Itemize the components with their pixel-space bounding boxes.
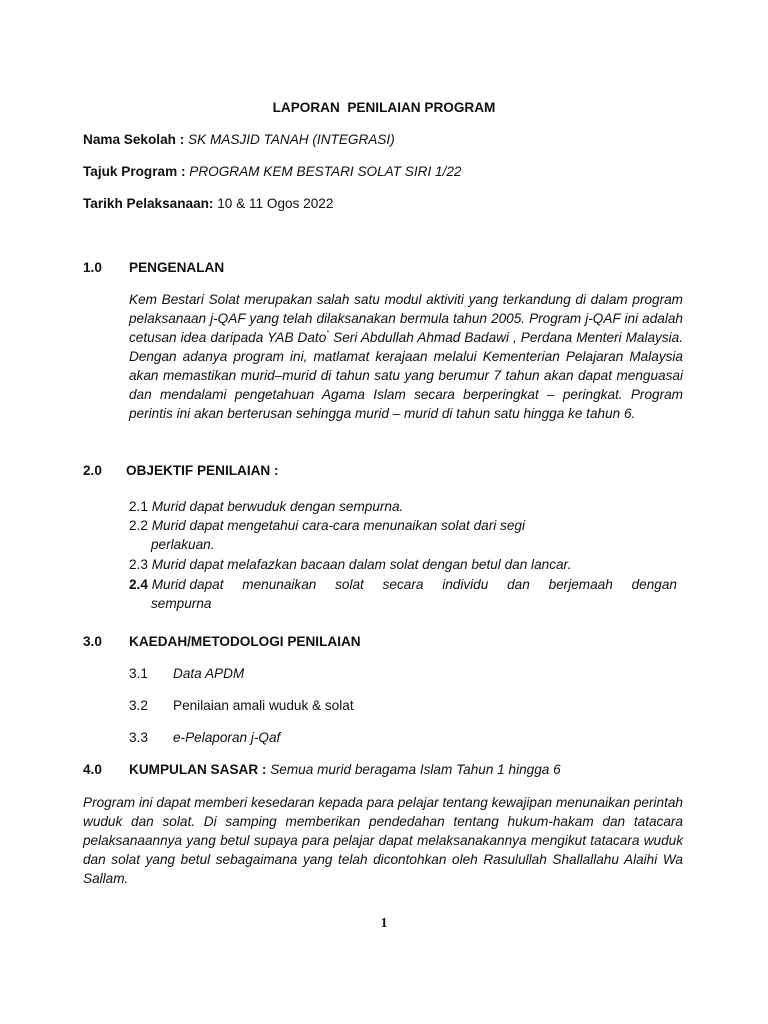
method-item-text: Data APDM bbox=[173, 666, 245, 681]
school-line bbox=[83, 130, 395, 149]
method-item-number: 3.1 bbox=[129, 666, 148, 681]
objective-item-continuation: perlakuan. bbox=[151, 537, 215, 552]
closing-paragraph: Program ini dapat memberi kesedaran kepada para pelajar tentang kewajipan menunaikan perintah wuduk dan solat. Di samping memberikan pendedahan tentang hukum-hakam dan tatacara pelaksanaannya yang betul supaya para pelajar dapat melaksanakannya mengikut tatacara wuduk dan solat yang betul sebagaimana yang telah dicontohkan oleh Rasulullah Shallallahu Alaihi Wa Sallam. bbox=[83, 795, 683, 886]
section-2-number: 2.0 bbox=[83, 463, 102, 478]
objective-item: 2.1 Murid dapat berwuduk dengan sempurna. bbox=[129, 499, 404, 514]
report-title: LAPORAN PENILAIAN PROGRAM bbox=[272, 100, 496, 115]
date-value: 10 & 11 Ogos 2022 bbox=[217, 196, 334, 211]
section-4-number: 4.0 bbox=[83, 762, 102, 777]
date-label: Tarikh Pelaksanaan: bbox=[83, 196, 214, 211]
page-number: 1 bbox=[380, 915, 388, 930]
section-3-title: KAEDAH/METODOLOGI PENILAIAN bbox=[129, 634, 361, 649]
intro-paragraph: Kem Bestari Solat merupakan salah satu modul aktiviti yang terkandung di dalam program pelaksanaan j-QAF yang telah dilaksanakan bermula tahun 2005. Program j-QAF ini adalah cetusan idea daripada YAB Dato" Seri Abdullah Ahmad Badawi , Perdana Menteri Malaysia. Dengan adanya program ini, matlamat kerajaan melalui Kementerian Pelajaran Malaysia akan memastikan murid–murid di tahun satu yang berumur 7 tahun akan dapat menguasai dan mendalami pengetahuan Agama Islam secara berperingkat – peringkat. Program perintis ini akan berterusan sehingga murid – murid di tahun satu hingga ke tahun 6. bbox=[129, 292, 683, 421]
objective-item-continuation: sempurna bbox=[151, 596, 212, 611]
section-1-number: 1.0 bbox=[83, 260, 102, 275]
method-item-number: 3.3 bbox=[129, 730, 148, 745]
school-value: SK MASJID TANAH (INTEGRASI) bbox=[188, 132, 395, 147]
school-label: Nama Sekolah : bbox=[83, 132, 185, 147]
section-4-title: KUMPULAN SASAR : bbox=[129, 762, 267, 777]
method-item-text: e-Pelaporan j-Qaf bbox=[173, 730, 281, 745]
objective-item: 2.4 Murid dapat menunaikan solat secara individu dan berjemaah dengan bbox=[129, 577, 677, 592]
method-item-number: 3.2 bbox=[129, 698, 148, 713]
section-2-title: OBJEKTIF PENILAIAN : bbox=[126, 463, 279, 478]
program-label: Tajuk Program : bbox=[83, 164, 186, 179]
program-value: PROGRAM KEM BESTARI SOLAT SIRI 1/22 bbox=[189, 164, 462, 179]
section-4-line bbox=[129, 760, 561, 779]
program-line bbox=[83, 162, 461, 181]
method-item-text: Penilaian amali wuduk & solat bbox=[173, 698, 354, 713]
objective-item: 2.3 Murid dapat melafazkan bacaan dalam solat dengan betul dan lancar. bbox=[129, 557, 572, 572]
date-line bbox=[83, 194, 333, 213]
objective-item: 2.2 Murid dapat mengetahui cara-cara menunaikan solat dari segi bbox=[129, 518, 525, 533]
section-1-title: PENGENALAN bbox=[129, 260, 225, 275]
target-value: Semua murid beragama Islam Tahun 1 hingga 6 bbox=[270, 762, 561, 777]
section-3-number: 3.0 bbox=[83, 634, 102, 649]
